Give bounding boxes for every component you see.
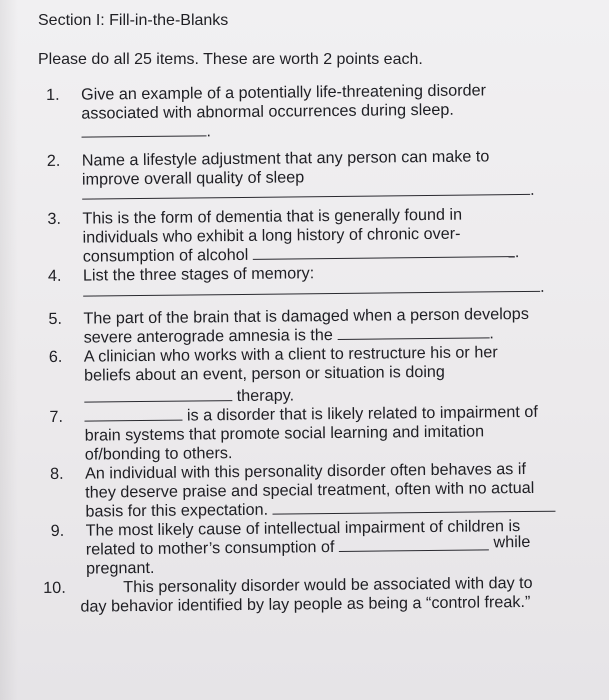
question-text-line: while <box>493 532 531 552</box>
question-7 <box>49 402 595 465</box>
answer-blank[interactable] <box>81 123 206 137</box>
question-text-line: improve overall quality of sleep <box>81 168 305 189</box>
question-text-line: related to mother’s consumption of <box>85 538 335 559</box>
answer-blank[interactable] <box>84 388 232 403</box>
question-text-line: they deserve praise and special treatment, often with no actual <box>85 478 535 502</box>
answer-blank[interactable] <box>337 325 489 340</box>
answer-blank[interactable] <box>84 408 182 422</box>
question-text-line: is a disorder that is likely related to impairment of <box>186 402 538 425</box>
blank-period: . <box>489 324 494 343</box>
question-8 <box>50 459 596 522</box>
blank-period: . <box>530 180 535 199</box>
question-text-line: basis for this expectation. <box>85 500 269 521</box>
question-number: 10. <box>43 578 66 598</box>
question-9 <box>51 516 597 579</box>
question-number: 2. <box>46 151 61 170</box>
question-5 <box>48 304 593 348</box>
question-list <box>43 80 597 617</box>
question-3 <box>47 204 593 267</box>
question-text-line: List the three stages of memory: <box>82 264 315 285</box>
question-text-line: A clinician who works with a client to restructure his or her <box>83 343 498 366</box>
question-number: 8. <box>49 464 64 483</box>
question-text-line: This is the form of dementia that is generally found in <box>82 205 463 228</box>
question-text-line: individuals who exhibit a long history of chronic over- <box>82 224 461 247</box>
question-text-line: This personality disorder would be associated with day to <box>123 573 533 597</box>
question-text-line: day behavior identified by lay people as being a “control freak.” <box>80 592 531 616</box>
question-text-line: The most likely cause of intellectual impairment of children is <box>85 517 521 540</box>
question-2 <box>47 146 593 205</box>
question-text-line: The part of the brain that is damaged when a person develops <box>83 304 529 328</box>
question-text-line: pregnant. <box>85 558 155 578</box>
blank-period: . <box>206 122 212 141</box>
question-text-line: brain systems that promote social learning and imitation <box>84 422 485 445</box>
answer-blank[interactable] <box>253 244 515 260</box>
question-number: 4. <box>47 266 62 285</box>
page-shadow <box>0 0 18 700</box>
question-number: 1. <box>46 85 60 104</box>
question-text-line: Name a lifestyle adjustment that any person can make to <box>81 147 490 170</box>
question-4 <box>48 261 593 302</box>
question-text-line: severe anterograde amnesia is the <box>83 326 333 347</box>
question-text-line: An individual with this personality disorder often behaves as if <box>84 459 527 483</box>
question-text-line: beliefs about an event, person or situation is doing <box>83 362 445 385</box>
blank-period: . <box>540 277 545 296</box>
question-text-line: therapy. <box>236 386 295 406</box>
question-1 <box>46 80 592 143</box>
question-6 <box>49 342 595 408</box>
question-number: 6. <box>48 347 63 366</box>
question-text-line: Give an example of a potentially life-threatening disorder <box>80 81 487 104</box>
question-text-line: consumption of alcohol <box>82 245 249 266</box>
question-number: 9. <box>50 521 65 540</box>
section-title: Section I: Fill-in-the-Blanks <box>38 12 229 29</box>
question-number: 3. <box>47 209 62 228</box>
answer-blank[interactable] <box>273 499 556 515</box>
question-text-line: of/bonding to others. <box>84 444 233 464</box>
question-number: 7. <box>49 407 64 426</box>
question-text-line: associated with abnormal occurrences during sleep. <box>81 100 454 123</box>
answer-blank[interactable] <box>339 537 489 552</box>
question-number: 5. <box>48 309 63 328</box>
instructions: Please do all 25 items. These are worth 2 points each. <box>38 51 423 68</box>
answer-blank[interactable] <box>83 279 540 297</box>
question-10 <box>43 573 596 617</box>
answer-blank[interactable] <box>82 182 530 200</box>
blank-period: . <box>514 243 520 262</box>
